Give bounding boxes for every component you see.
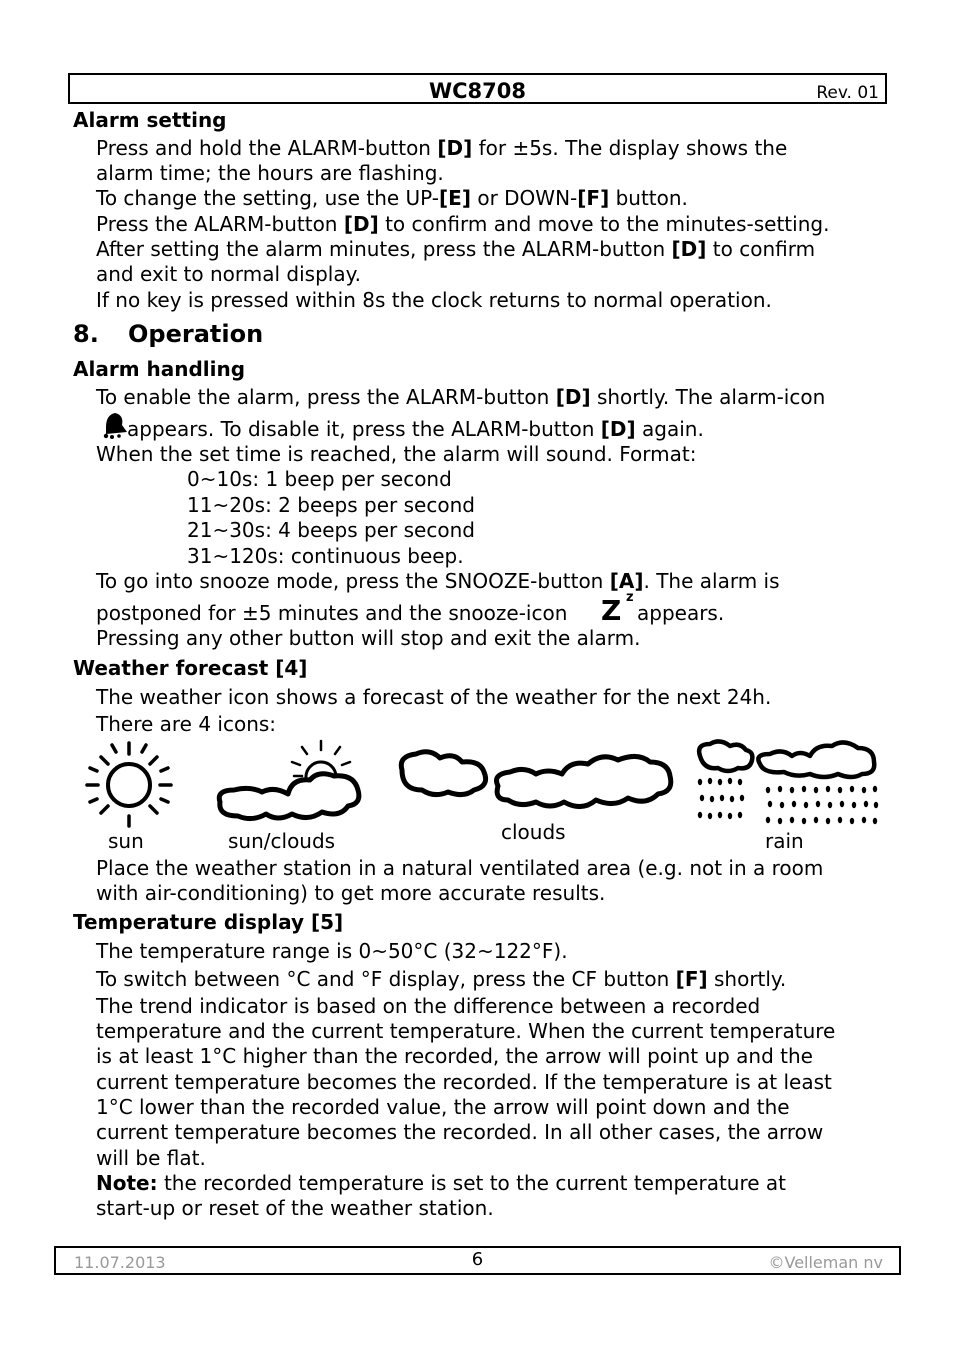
paragraph-line: postponed for ±5 minutes and the snooze-icon	[96, 601, 568, 625]
page-footer	[54, 1246, 901, 1275]
heading-temperature-display: Temperature display [5]	[73, 910, 344, 934]
paragraph-line: To enable the alarm, press the ALARM-button [D] shortly. The alarm-icon	[96, 385, 826, 409]
note-line: start-up or reset of the weather station.	[96, 1196, 494, 1220]
page-number: 6	[471, 1249, 484, 1270]
revision-label: Rev. 01	[816, 83, 879, 103]
paragraph-line: To change the setting, use the UP-[E] or DOWN-[F] button.	[96, 186, 688, 210]
paragraph-line: To go into snooze mode, press the SNOOZE-button [A]. The alarm is	[96, 569, 780, 593]
snooze-icon	[601, 592, 641, 626]
alarm-bell-icon	[100, 410, 130, 440]
heading-alarm-setting: Alarm setting	[73, 108, 227, 132]
beep-format-item: 0~10s: 1 beep per second	[187, 467, 452, 491]
paragraph-line: The trend indicator is based on the difference between a recorded	[96, 994, 761, 1018]
paragraph-line: appears. To disable it, press the ALARM-button [D] again.	[127, 417, 704, 441]
paragraph-line: There are 4 icons:	[96, 712, 277, 736]
heading-alarm-handling: Alarm handling	[73, 357, 246, 381]
paragraph-line: To switch between °C and °F display, press the CF button [F] shortly.	[96, 967, 787, 991]
paragraph-line: When the set time is reached, the alarm will sound. Format:	[96, 442, 697, 466]
note-line: Note: the recorded temperature is set to the current temperature at	[96, 1171, 787, 1195]
icon-caption-sun-clouds: sun/clouds	[228, 829, 336, 853]
heading-weather-forecast: Weather forecast [4]	[73, 656, 308, 680]
paragraph-line: appears.	[637, 601, 725, 625]
paragraph-line: The weather icon shows a forecast of the weather for the next 24h.	[96, 685, 772, 709]
paragraph-line: Press and hold the ALARM-button [D] for ±5s. The display shows the	[96, 136, 788, 160]
paragraph-line: If no key is pressed within 8s the clock returns to normal operation.	[96, 288, 772, 312]
paragraph-line: current temperature becomes the recorded. If the temperature is at least	[96, 1070, 832, 1094]
beep-format-item: 11~20s: 2 beeps per second	[187, 493, 475, 517]
footer-date: 11.07.2013	[74, 1253, 166, 1272]
page-header	[68, 73, 887, 104]
snooze-icon-big-z: Z	[601, 594, 622, 627]
paragraph-line: with air-conditioning) to get more accurate results.	[96, 881, 606, 905]
rain-drops	[698, 778, 878, 824]
sun-clouds-icon	[212, 738, 364, 826]
section-number: 8.	[73, 320, 99, 348]
note-label: Note:	[96, 1171, 158, 1195]
paragraph-line: current temperature becomes the recorded. In all other cases, the arrow	[96, 1120, 824, 1144]
paragraph-line: Press the ALARM-button [D] to confirm and move to the minutes-setting.	[96, 212, 830, 236]
paragraph-line: is at least 1°C higher than the recorded, the arrow will point up and the	[96, 1044, 813, 1068]
paragraph-line: alarm time; the hours are flashing.	[96, 161, 444, 185]
icon-caption-sun: sun	[108, 829, 144, 853]
snooze-icon-small-z: z	[626, 590, 634, 605]
rain-icon	[692, 738, 882, 830]
clouds-icon	[396, 746, 678, 814]
paragraph-line: Place the weather station in a natural ventilated area (e.g. not in a room	[96, 856, 824, 880]
paragraph-line: 1°C lower than the recorded value, the arrow will point down and the	[96, 1095, 790, 1119]
icon-caption-rain: rain	[765, 829, 804, 853]
beep-format-item: 31~120s: continuous beep.	[187, 544, 464, 568]
section-title: Operation	[128, 320, 264, 348]
footer-copyright: ©Velleman nv	[768, 1253, 883, 1272]
paragraph-line: and exit to normal display.	[96, 262, 361, 286]
sun-icon	[84, 738, 174, 828]
paragraph-line: will be flat.	[96, 1146, 206, 1170]
icon-caption-clouds: clouds	[501, 820, 566, 844]
beep-format-item: 21~30s: 4 beeps per second	[187, 518, 475, 542]
paragraph-line: The temperature range is 0~50°C (32~122°F).	[96, 939, 568, 963]
paragraph-line: Pressing any other button will stop and exit the alarm.	[96, 626, 641, 650]
paragraph-line: After setting the alarm minutes, press the ALARM-button [D] to confirm	[96, 237, 816, 261]
paragraph-line: temperature and the current temperature. When the current temperature	[96, 1019, 836, 1043]
document-title: WC8708	[428, 79, 527, 103]
